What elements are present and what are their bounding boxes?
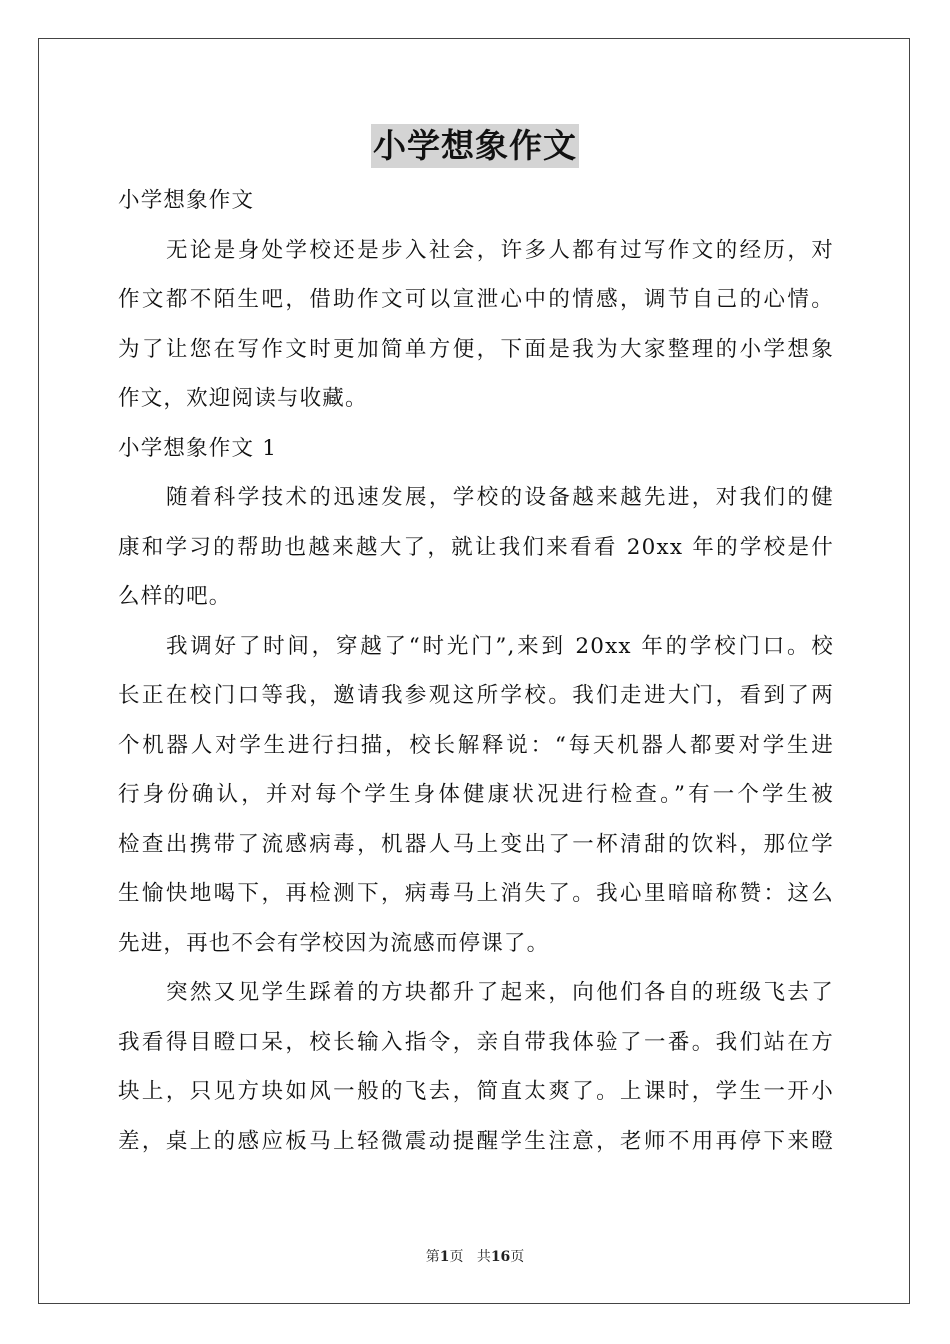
text-line: 生愉快地喝下，再检测下，病毒马上消失了。我心里暗暗称赞：这么 [118, 881, 834, 906]
page-footer [0, 1246, 950, 1266]
footer-total-suffix: 页 [510, 1249, 525, 1265]
text-line: 检查出携带了流感病毒，机器人马上变出了一杯清甜的饮料，那位学 [118, 831, 834, 857]
text-line: 小学想象作文 1 [118, 435, 278, 461]
text-line: 块上，只见方块如风一般的飞去，简直太爽了。上课时，学生一开小 [118, 1079, 834, 1104]
text-line: 我调好了时间，穿越了“时光门”,来到 20xx 年的学校门口。校 [166, 633, 834, 659]
footer-page-suffix: 页 [449, 1249, 464, 1265]
footer-current-page: 1 [439, 1249, 450, 1265]
text-line: 我看得目瞪口呆，校长输入指令，亲自带我体验了一番。我们站在方 [118, 1029, 834, 1055]
text-line: 作文都不陌生吧，借助作文可以宣泄心中的情感，调节自己的心情。 [118, 287, 834, 312]
footer-total-pages: 16 [490, 1249, 511, 1265]
title-container [0, 124, 950, 168]
text-line: 个机器人对学生进行扫描，校长解释说：“每天机器人都要对学生进 [118, 732, 834, 758]
footer-total-prefix: 共 [476, 1249, 491, 1265]
document-title: 小学想象作文 [371, 124, 579, 168]
text-line: 为了让您在写作文时更加简单方便，下面是我为大家整理的小学想象 [118, 336, 834, 362]
text-line: 差，桌上的感应板马上轻微震动提醒学生注意，老师不用再停下来瞪 [118, 1128, 834, 1154]
text-line: 先进，再也不会有学校因为流感而停课了。 [118, 930, 550, 956]
document-body [118, 176, 834, 1166]
text-line: 小学想象作文 [118, 188, 255, 213]
text-line: 作文，欢迎阅读与收藏。 [118, 386, 368, 411]
footer-page-prefix: 第 [425, 1249, 440, 1265]
text-line: 突然又见学生踩着的方块都升了起来，向他们各自的班级飞去了 [166, 980, 834, 1005]
text-line: 无论是身处学校还是步入社会，许多人都有过写作文的经历，对 [166, 237, 834, 263]
text-line: 么样的吧。 [118, 584, 232, 609]
text-line: 长正在校门口等我，邀请我参观这所学校。我们走进大门，看到了两 [118, 683, 834, 708]
text-line: 行身份确认，并对每个学生身体健康状况进行检查。”有一个学生被 [118, 782, 834, 807]
text-line: 随着科学技术的迅速发展，学校的设备越来越先进，对我们的健 [166, 485, 834, 510]
text-line: 康和学习的帮助也越来越大了，就让我们来看看 20xx 年的学校是什 [118, 534, 834, 560]
